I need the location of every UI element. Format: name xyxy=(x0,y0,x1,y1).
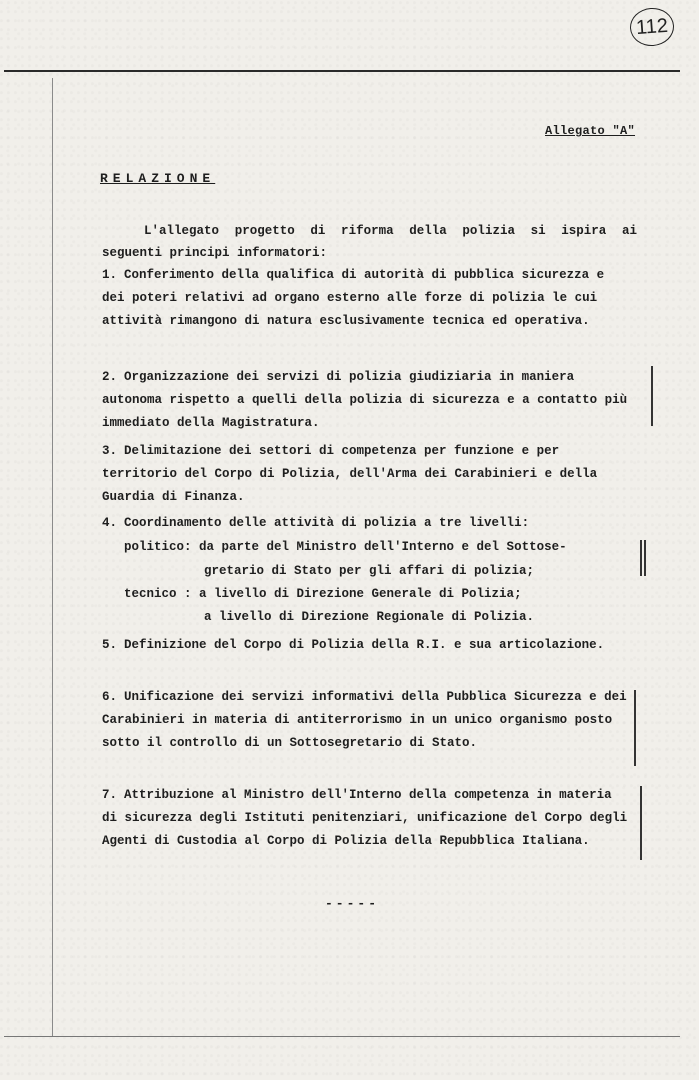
item-line: Coordinamento delle attività di polizia a tre livelli: xyxy=(124,516,530,530)
list-item xyxy=(102,634,634,657)
bottom-border-line xyxy=(4,1036,680,1037)
item-number: 4. xyxy=(102,516,118,530)
margin-mark xyxy=(640,786,642,860)
margin-mark xyxy=(651,366,653,426)
item-text: Conferimento della qualifica di autorità di pubblica sicurezza e dei poteri relativi ad organo esterno alle forze di polizia le cui attività rimangono di natura esclusivamente tecnica ed operativa. xyxy=(102,268,605,328)
item-number: 2. xyxy=(102,370,118,384)
item-number: 3. xyxy=(102,444,118,458)
margin-mark xyxy=(640,540,642,576)
item-number: 7. xyxy=(102,788,118,802)
item-number: 6. xyxy=(102,690,118,704)
item-line: a livello di Direzione Regionale di Polizia. xyxy=(204,610,535,624)
document-title: RELAZIONE xyxy=(100,171,216,186)
list-item xyxy=(102,784,634,853)
item-line: gretario di Stato per gli affari di polizia; xyxy=(204,564,535,578)
item-line: tecnico : a livello di Direzione Generale di Polizia; xyxy=(124,587,522,601)
annex-label: Allegato "A" xyxy=(545,124,636,138)
item-text: Unificazione dei servizi informativi della Pubblica Sicurezza e dei Carabinieri in materia di antiterrorismo in un unico organismo posto sotto il controllo di un Sottosegretario di Stato. xyxy=(102,690,627,750)
left-margin-line xyxy=(52,78,53,1036)
margin-mark xyxy=(634,690,636,766)
list-item xyxy=(102,686,634,755)
page-number-stamp: 112 xyxy=(629,7,676,48)
item-number: 5. xyxy=(102,638,118,652)
intro-paragraph: L'allegato progetto di riforma della polizia si ispira ai seguenti principi informatori: xyxy=(102,224,637,260)
item-line: politico: da parte del Ministro dell'Interno e del Sottose- xyxy=(124,540,567,554)
list-item xyxy=(102,512,529,535)
top-border-line xyxy=(4,70,680,72)
item-number: 1. xyxy=(102,268,118,282)
list-item xyxy=(102,366,634,435)
item-text: Delimitazione dei settori di competenza per funzione e per territorio del Corpo di Polizia, dell'Arma dei Carabinieri e della Guardia di Finanza. xyxy=(102,444,598,504)
item-text: Attribuzione al Ministro dell'Interno della competenza in materia di sicurezza degli Istituti penitenziari, unificazione del Corpo degli Agenti di Custodia al Corpo di Polizia della Repubblica Italiana. xyxy=(102,788,628,848)
margin-mark xyxy=(644,540,646,576)
list-item xyxy=(102,440,634,509)
item-text: Organizzazione dei servizi di polizia giudiziaria in maniera autonoma rispetto a quelli della polizia di sicurezza e a contatto più immediato della Magistratura. xyxy=(102,370,628,430)
section-separator: ----- xyxy=(325,896,380,911)
list-item xyxy=(102,264,634,333)
item-text: Definizione del Corpo di Polizia della R.I. e sua articolazione. xyxy=(124,638,605,652)
